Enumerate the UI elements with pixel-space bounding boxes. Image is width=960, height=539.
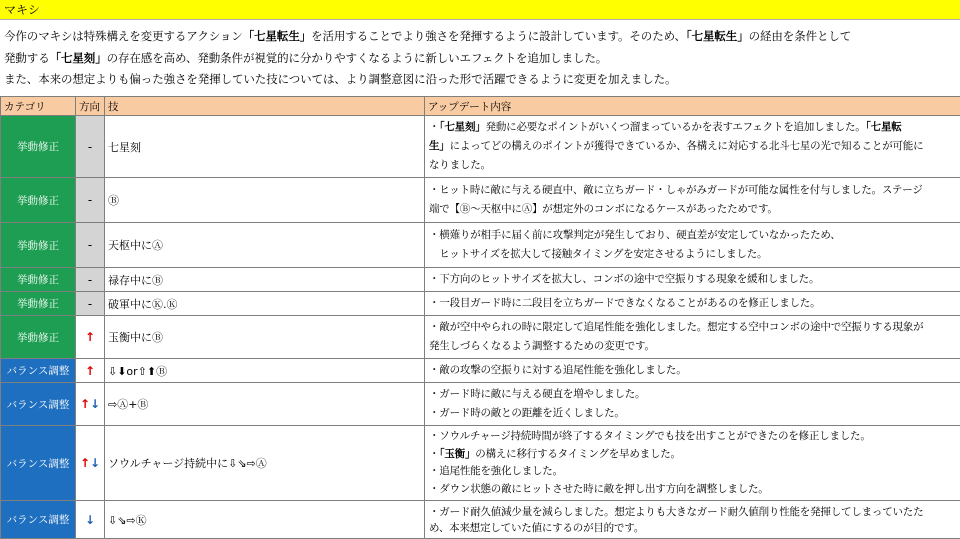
move-cell: ⇩⬇or⇧⬆Ⓑ xyxy=(105,359,425,383)
sheet-title: マキシ xyxy=(0,0,960,20)
category-cell: 挙動修正 xyxy=(1,316,76,359)
intro-line-3: また、本来の想定よりも偏った強さを発揮していた技については、より調整意図に沿った形で活躍できるように変更を加えました。 xyxy=(4,69,956,91)
category-cell: バランス調整 xyxy=(1,501,76,539)
direction-cell xyxy=(76,501,105,539)
update-cell: ・ガード耐久値減少量を減らしました。想定よりも大きなガード耐久値削り性能を発揮してしまっていたた め、本来想定していた値にするのが目的です。 xyxy=(425,501,960,539)
table-row xyxy=(1,426,960,501)
update-cell: ・横薙りが相手に届く前に攻撃判定が発生しており、硬直差が安定していなかったため、 ヒットサイズを拡大して接触タイミングを安定させるようにしました。 xyxy=(425,223,960,268)
category-cell: 挙動修正 xyxy=(1,116,76,178)
update-cell: ・「七星刻」発動に必要なポイントがいくつ溜まっているかを表すエフェクトを追加しました。「七星転 生」によってどの構えのポイントが獲得できているか、各構えに対応する北斗七星の光で知ることが可能に なりました。 xyxy=(425,116,960,178)
direction-cell: - xyxy=(76,292,105,316)
move-cell: ソウルチャージ持続中に⇩⇘⇨Ⓐ xyxy=(105,426,425,501)
direction-cell: - xyxy=(76,268,105,292)
arrow-up-icon: ↑ xyxy=(85,364,95,378)
category-cell: 挙動修正 xyxy=(1,268,76,292)
update-cell: ・敵が空中やられの時に限定して追尾性能を強化しました。想定する空中コンボの途中で空振りする現象が 発生しづらくなるよう調整するための変更です。 xyxy=(425,316,960,359)
direction-cell xyxy=(76,383,105,426)
header-update: アップデート内容 xyxy=(425,97,960,116)
move-cell: 禄存中にⒷ xyxy=(105,268,425,292)
arrow-up-icon: ↑ xyxy=(80,397,90,411)
category-cell: バランス調整 xyxy=(1,359,76,383)
table-row xyxy=(1,316,960,359)
update-cell: ・一段目ガード時に二段目を立ちガードできなくなることがあるのを修正しました。 xyxy=(425,292,960,316)
update-cell: ・下方向のヒットサイズを拡大し、コンボの途中で空振りする現象を緩和しました。 xyxy=(425,268,960,292)
update-cell: ・敵の攻撃の空振りに対する追尾性能を強化しました。 xyxy=(425,359,960,383)
direction-cell: - xyxy=(76,116,105,178)
intro-line-1: 今作のマキシは特殊構えを変更するアクション「七星転生」を活用することでより強さを発揮するように設計しています。そのため、「七星転生」の経由を条件として xyxy=(4,26,956,48)
direction-cell xyxy=(76,426,105,501)
category-cell: 挙動修正 xyxy=(1,292,76,316)
arrow-down-icon: ↓ xyxy=(90,397,100,411)
table-row xyxy=(1,501,960,539)
arrow-up-icon: ↑ xyxy=(80,456,90,470)
move-cell: Ⓑ xyxy=(105,178,425,223)
update-table xyxy=(0,96,960,539)
move-cell: ⇨Ⓐ+Ⓑ xyxy=(105,383,425,426)
direction-cell: - xyxy=(76,223,105,268)
move-cell: 破軍中にⓀ.Ⓚ xyxy=(105,292,425,316)
table-header-row xyxy=(1,97,960,116)
direction-cell xyxy=(76,316,105,359)
category-cell: バランス調整 xyxy=(1,383,76,426)
intro-line-2: 発動する「七星刻」の存在感を高め、発動条件が視覚的に分かりやすくなるように新しいエフェクトを追加しました。 xyxy=(4,48,956,70)
arrow-down-icon: ↓ xyxy=(85,513,95,527)
arrow-down-icon: ↓ xyxy=(90,456,100,470)
table-row xyxy=(1,116,960,178)
direction-cell xyxy=(76,359,105,383)
move-cell: 天枢中にⒶ xyxy=(105,223,425,268)
table-row xyxy=(1,223,960,268)
arrow-up-icon: ↑ xyxy=(85,330,95,344)
table-row xyxy=(1,359,960,383)
move-cell: 玉衡中にⒷ xyxy=(105,316,425,359)
header-direction: 方向 xyxy=(76,97,105,116)
direction-cell: - xyxy=(76,178,105,223)
category-cell: バランス調整 xyxy=(1,426,76,501)
category-cell: 挙動修正 xyxy=(1,223,76,268)
update-cell: ・ソウルチャージ持続時間が終了するタイミングでも技を出すことができたのを修正しました。 ・「玉衡」の構えに移行するタイミングを早めました。 ・追尾性能を強化しました。 ・ダウン状態の敵にヒットさせた時に敵を押し出す方向を調整しました。 xyxy=(425,426,960,501)
update-cell: ・ガード時に敵に与える硬直を増やしました。 ・ガード時の敵との距離を近くしました。 xyxy=(425,383,960,426)
update-cell: ・ヒット時に敵に与える硬直中、敵に立ちガード・しゃがみガードが可能な属性を付与しました。ステージ 端で【Ⓑ～天枢中にⒶ】が想定外のコンボになるケースがあったためです。 xyxy=(425,178,960,223)
table-row xyxy=(1,383,960,426)
table-row xyxy=(1,268,960,292)
header-move: 技 xyxy=(105,97,425,116)
intro-text xyxy=(4,26,956,91)
move-cell: 七星刻 xyxy=(105,116,425,178)
category-cell: 挙動修正 xyxy=(1,178,76,223)
table-row xyxy=(1,292,960,316)
header-category: カテゴリ xyxy=(1,97,76,116)
move-cell: ⇩⇘⇨Ⓚ xyxy=(105,501,425,539)
table-row xyxy=(1,178,960,223)
